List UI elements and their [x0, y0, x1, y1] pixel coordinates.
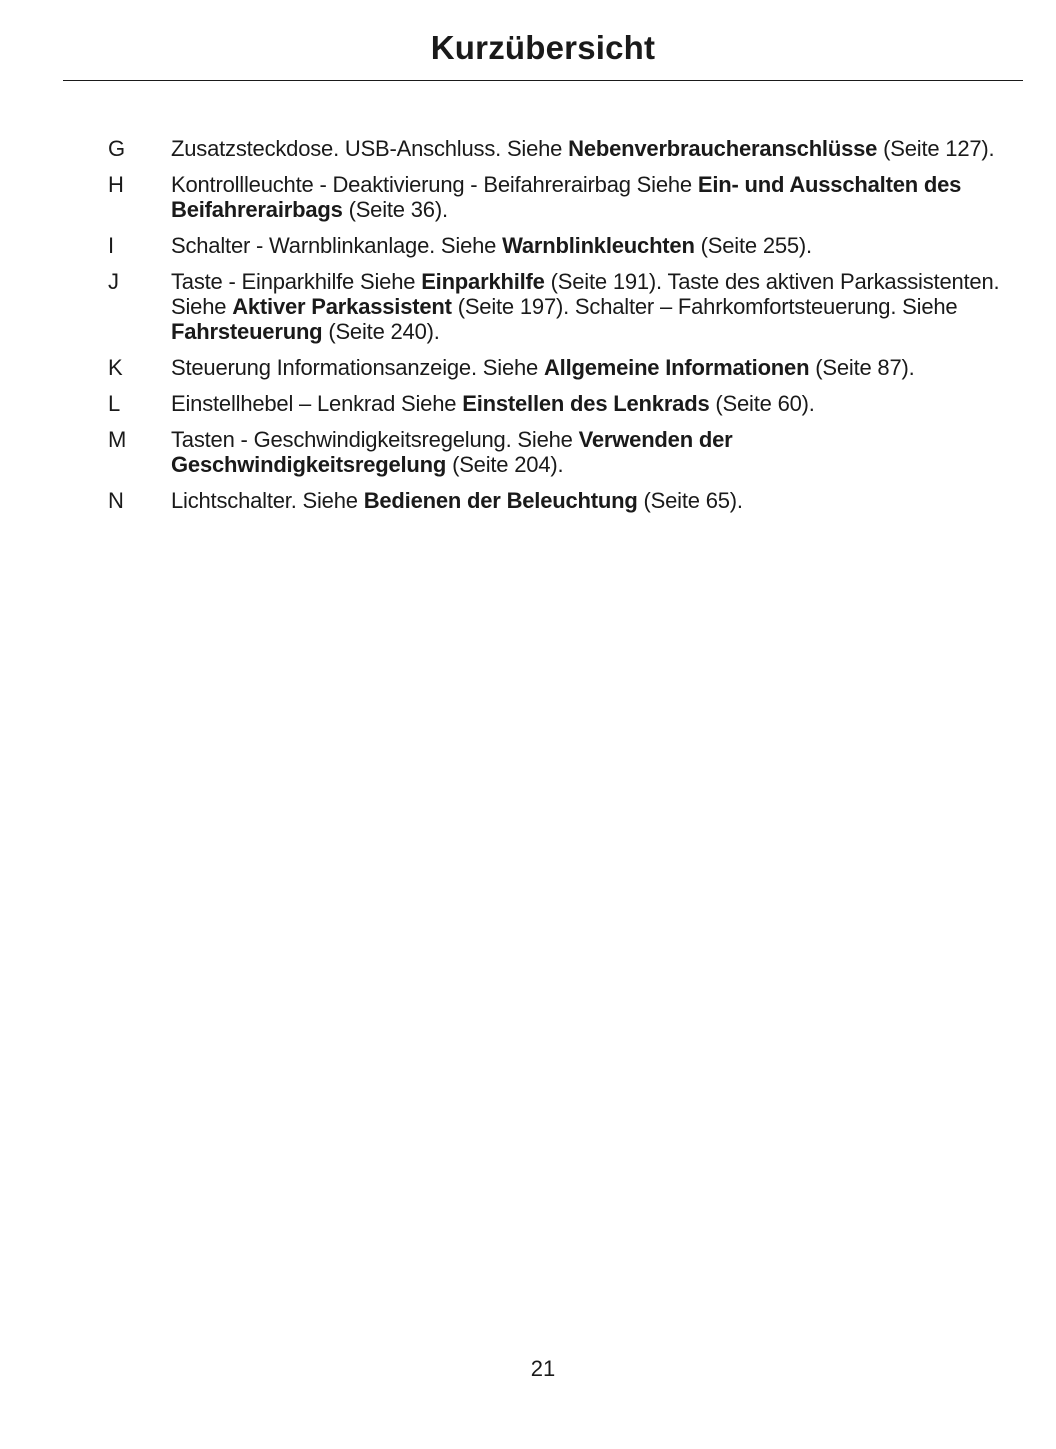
- entry-text: [171, 269, 1013, 344]
- entry-letter: L: [108, 391, 121, 416]
- page-reference: (Seite 65).: [637, 488, 743, 513]
- entry-text-part: (Seite 191). Taste des aktiven Parkassistenten. Siehe: [171, 269, 1000, 319]
- entry-text: [171, 233, 1013, 258]
- legend-entry-g: [0, 136, 1056, 161]
- legend-entry-k: [0, 355, 1056, 380]
- entry-text-part: Taste - Einparkhilfe Siehe: [171, 269, 422, 294]
- page-reference: (Seite 87).: [809, 355, 915, 380]
- cross-reference-link[interactable]: Einparkhilfe: [421, 269, 545, 294]
- entry-text: [171, 136, 1013, 161]
- page-reference: (Seite 240).: [322, 319, 440, 344]
- page-title: Kurzübersicht: [430, 29, 656, 66]
- entry-letter: H: [108, 172, 124, 197]
- page-reference: (Seite 60).: [709, 391, 815, 416]
- entry-text-part: Lichtschalter. Siehe: [171, 488, 364, 513]
- entry-letter: K: [108, 355, 123, 380]
- entry-text: [171, 355, 1013, 380]
- page-reference: (Seite 255).: [694, 233, 812, 258]
- entry-letter: N: [108, 488, 124, 513]
- entry-text-part: Kontrollleuchte - Deaktivierung - Beifahrerairbag Siehe: [171, 172, 698, 197]
- legend-list: [0, 136, 1056, 524]
- page-reference: (Seite 204).: [446, 452, 564, 477]
- entry-text-part: Steuerung Informationsanzeige. Siehe: [171, 355, 544, 380]
- cross-reference-link[interactable]: Nebenverbraucheranschlüsse: [568, 136, 878, 161]
- cross-reference-link[interactable]: Aktiver Parkassistent: [232, 294, 452, 319]
- entry-letter: J: [108, 269, 119, 294]
- page-number: 21: [530, 1356, 556, 1381]
- entry-text-part: Tasten - Geschwindigkeitsregelung. Siehe: [171, 427, 579, 452]
- legend-entry-m: [0, 427, 1056, 477]
- entry-text: [171, 488, 1013, 513]
- legend-entry-n: [0, 488, 1056, 513]
- cross-reference-link[interactable]: Ein- und Ausschalten des Beifahrerairbags: [171, 172, 962, 222]
- legend-entry-h: [0, 172, 1056, 222]
- cross-reference-link[interactable]: Fahrsteuerung: [171, 319, 323, 344]
- entry-text: [171, 172, 1013, 222]
- entry-text-part: Zusatzsteckdose. USB-Anschluss. Siehe: [171, 136, 569, 161]
- cross-reference-link[interactable]: Bedienen der Beleuchtung: [363, 488, 638, 513]
- entry-letter: M: [108, 427, 127, 452]
- legend-entry-l: [0, 391, 1056, 416]
- entry-text-part: (Seite 197). Schalter – Fahrkomfortsteuerung. Siehe: [451, 294, 958, 319]
- entry-letter: I: [108, 233, 115, 258]
- cross-reference-link[interactable]: Warnblinkleuchten: [502, 233, 695, 258]
- page-reference: (Seite 36).: [342, 197, 448, 222]
- entry-text-part: Schalter - Warnblinkanlage. Siehe: [171, 233, 503, 258]
- page-reference: (Seite 127).: [877, 136, 995, 161]
- legend-entry-j: [0, 269, 1056, 344]
- cross-reference-link[interactable]: Allgemeine Informationen: [543, 355, 810, 380]
- entry-text-part: Einstellhebel – Lenkrad Siehe: [171, 391, 463, 416]
- entry-text: [171, 427, 1013, 477]
- cross-reference-link[interactable]: Verwenden der Geschwindigkeitsregelung: [171, 427, 733, 477]
- entry-text: [171, 391, 1013, 416]
- title-divider: [63, 80, 1023, 81]
- entry-letter: G: [108, 136, 126, 161]
- cross-reference-link[interactable]: Einstellen des Lenkrads: [462, 391, 710, 416]
- legend-entry-i: [0, 233, 1056, 258]
